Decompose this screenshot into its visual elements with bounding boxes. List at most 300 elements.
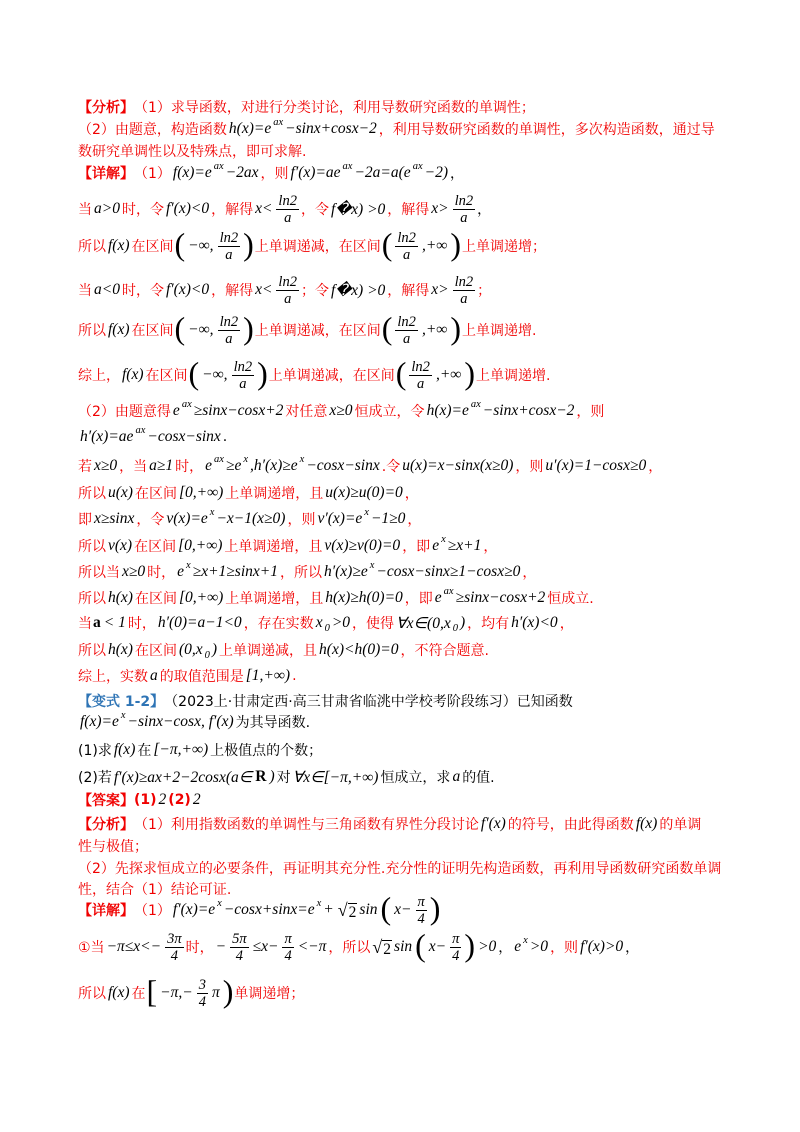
red-text: 所以 [78, 539, 106, 555]
red-text: ，使得 [352, 616, 395, 632]
red-text: ，不符合题意. [400, 643, 489, 659]
fraction-numerator: ln2 [411, 358, 430, 375]
math: −∞, [202, 366, 228, 383]
red-text: 所以当 [78, 565, 120, 581]
math: −sinx+cosx−2 [285, 120, 377, 137]
math: f(x)=e [172, 164, 212, 181]
math: u′(x)=1−cosx≥0 [545, 457, 647, 474]
red-text: ，则 [576, 404, 605, 420]
superscript: x [120, 709, 126, 721]
math: x− [394, 901, 412, 918]
math: ) [211, 641, 218, 658]
fraction-numerator: 3 [198, 976, 206, 993]
line-6 [78, 224, 546, 268]
red-text: ，则 [260, 166, 289, 182]
math: −π,− [160, 984, 193, 1001]
red-text: ； [477, 283, 492, 299]
math: x> [431, 200, 449, 217]
math: f′(x)<0 [165, 200, 210, 217]
red-text: 的符号，由此得函数 [507, 817, 634, 833]
red-text: 恒成立，令 [354, 404, 425, 420]
math: ≥e [225, 457, 242, 474]
fraction-denominator: a [460, 290, 468, 307]
math: >0 [331, 614, 351, 631]
red-text: 时，令 [121, 202, 164, 218]
superscript: x [316, 897, 322, 909]
red-text: 上单调递增，且 [225, 486, 324, 502]
math: ≤x− [252, 938, 279, 955]
big-delimiter: ) [450, 226, 461, 262]
math: [0,+∞) [178, 484, 224, 501]
math: x≥0 [122, 563, 146, 580]
math: a≥1 [149, 457, 174, 474]
red-text: 的单调 [659, 817, 702, 833]
red-text: 上单调递减，且 [219, 643, 318, 659]
math: ≥sinx−cosx+2 [193, 402, 284, 419]
radical-sign-icon [338, 900, 348, 921]
math: x≥0 [329, 402, 353, 419]
line-26 [78, 802, 701, 846]
fraction-numerator: π [284, 930, 292, 947]
math: x≥0 [94, 457, 118, 474]
big-delimiter: ) [429, 890, 441, 926]
red-text: ，解得 [387, 283, 430, 299]
red-text: ，令 [300, 202, 329, 218]
red-text: ， [522, 565, 537, 581]
big-delimiter: ( [174, 226, 186, 262]
math: h(x)<h(0)=0 [319, 641, 399, 658]
variant-label: 【变式 1-2】 [78, 694, 165, 710]
red-text: 时，令 [121, 283, 164, 299]
fraction [230, 931, 249, 964]
body-text: ， [449, 166, 464, 182]
red-text: 所以 [78, 486, 106, 502]
subscript: 0 [204, 649, 210, 661]
superscript: ax [412, 160, 423, 172]
superscript: x [217, 897, 222, 909]
math: h′(x)<0 [511, 614, 558, 631]
fraction [218, 314, 241, 347]
body-text: 为其导函数. [235, 715, 311, 731]
math: ,+∞ [421, 321, 448, 338]
math: ,+∞ [435, 366, 462, 383]
section-label: 【详解】 [78, 903, 134, 919]
math: −cosx−sinx≥1−cosx≥0 [376, 563, 521, 580]
math: f(x) [635, 815, 658, 832]
fraction [276, 193, 299, 226]
red-text: 若 [78, 459, 92, 475]
math: 2 [158, 791, 167, 808]
red-text: 上单调递减，在区间 [268, 368, 395, 384]
superscript: ax [181, 398, 192, 410]
fraction-numerator: ln2 [397, 229, 416, 246]
body-text: (1)求 [78, 743, 112, 759]
body-text: 上极值点的个数； [210, 743, 323, 759]
line-7 [78, 268, 491, 312]
superscript: x [369, 559, 375, 571]
math: v(x)≥v(0)=0 [324, 537, 401, 554]
math: f(x)=e [80, 713, 119, 730]
red-text: 在区间 [134, 539, 177, 555]
square-root [372, 937, 392, 958]
radicand: 2 [383, 940, 392, 958]
red-text: ，解得 [211, 283, 254, 299]
superscript: ax [273, 116, 284, 128]
big-delimiter: ) [243, 310, 254, 346]
math: f′(x)=e [172, 901, 216, 918]
math: ≥x+1 [447, 537, 482, 554]
section-label: (2) [168, 792, 191, 808]
red-text: 在 [131, 986, 146, 1002]
math: e [172, 402, 180, 419]
red-text: 性，结合（1）结论可证. [78, 882, 232, 898]
math: e [432, 537, 440, 554]
math-bold: a [93, 614, 101, 631]
math: f(x) [108, 984, 130, 1001]
math: −2ax [225, 164, 259, 181]
math: −2) [424, 164, 448, 181]
math: [0,+∞) [178, 537, 223, 554]
body-text: 对 [276, 770, 291, 786]
math: f′(x)≥ax+2−2cosx(a∈ [113, 768, 253, 786]
math: −cosx−sinx [147, 428, 221, 445]
superscript: x [299, 453, 305, 465]
math: −sinx+cosx−2 [482, 402, 575, 419]
math: −cosx+sinx=e [223, 901, 315, 918]
math: −∞, [188, 321, 214, 338]
red-text: 对任意 [285, 404, 328, 420]
red-text: ，令 [136, 512, 165, 528]
square-root [338, 900, 358, 921]
math: v(x) [108, 537, 133, 554]
red-text: ，解得 [211, 202, 254, 218]
big-delimiter: ( [381, 310, 393, 346]
big-delimiter: ) [257, 355, 268, 391]
fraction-numerator: ln2 [219, 313, 239, 330]
body-text: . [222, 429, 228, 445]
section-label: 【分析】 [78, 817, 134, 833]
math: >0 [478, 938, 497, 955]
line-31 [78, 925, 639, 969]
red-text: ，当 [119, 459, 148, 475]
red-text: ，存在实数 [243, 616, 314, 632]
red-text: （1）利用指数函数的单调性与三角函数有界性分段讨论 [134, 817, 479, 833]
fraction-denominator: 4 [284, 947, 292, 964]
fraction-numerator: ln2 [454, 192, 474, 209]
fraction-numerator: ln2 [278, 273, 297, 290]
math: a [452, 768, 461, 785]
big-delimiter: ) [243, 226, 254, 262]
red-text: ，则 [287, 512, 316, 528]
math: f(x) [108, 321, 130, 338]
section-label: 【详解】 [78, 166, 134, 182]
math: < 1 [103, 614, 126, 631]
math: f′(x)<0 [165, 281, 210, 298]
math: 2 [192, 791, 201, 808]
superscript: ax [214, 453, 224, 465]
fraction-denominator: 4 [235, 947, 243, 964]
fraction [395, 230, 418, 263]
superscript: x [243, 453, 249, 465]
body-text: ， [625, 940, 640, 956]
math: ,h′(x)≥e [250, 457, 298, 474]
fraction [395, 314, 418, 347]
fraction-denominator: a [225, 330, 233, 347]
red-text: 时， [175, 459, 204, 475]
red-text: 所以 [78, 239, 106, 255]
fraction-denominator: a [403, 330, 411, 347]
fraction-denominator: a [239, 375, 247, 392]
line-32 [78, 971, 304, 1015]
superscript: ax [213, 160, 224, 172]
math: h(x)≥h(0)=0 [325, 589, 403, 606]
math: ,+∞ [421, 237, 448, 254]
math: x [315, 614, 323, 631]
red-text: .令 [381, 459, 401, 475]
fraction [453, 274, 476, 307]
red-text: 所以 [78, 591, 106, 607]
math: v′(x)=e [317, 510, 363, 527]
fraction-denominator: a [225, 246, 233, 263]
red-text: 所以 [78, 323, 106, 339]
red-text: 时， [147, 565, 176, 581]
superscript: ax [470, 398, 481, 410]
fraction-numerator: ln2 [454, 273, 474, 290]
big-delimiter: [ [146, 973, 158, 1009]
big-delimiter: ) [464, 927, 476, 963]
big-delimiter: ( [380, 890, 392, 926]
red-text: （2）由题意得 [78, 404, 171, 420]
section-label: (1) [134, 792, 157, 808]
red-text: ， [559, 616, 574, 632]
radical-sign-icon [372, 937, 382, 958]
big-delimiter: ( [381, 226, 393, 262]
red-text: 当 [78, 616, 92, 632]
math: −π≤x<− [106, 938, 162, 955]
math: f′(x) [480, 815, 506, 832]
big-delimiter: ) [464, 355, 475, 391]
superscript: x [186, 559, 191, 571]
math: v(x)=e [166, 510, 208, 527]
math: ) [269, 768, 275, 785]
superscript: x [364, 506, 369, 518]
fraction [416, 894, 427, 927]
fraction [165, 931, 184, 964]
math: ∀x∈[−π,+∞) [292, 768, 379, 786]
math: e [205, 457, 213, 474]
math: x− [428, 938, 447, 955]
red-text: 在区间 [134, 591, 177, 607]
math: x< [255, 281, 273, 298]
red-text: ， [483, 539, 498, 555]
math: −2a=a(e [354, 164, 411, 181]
red-text: 所以 [78, 643, 106, 659]
math: e [177, 563, 185, 580]
red-text: 综上， [78, 368, 120, 384]
math: e [514, 938, 522, 955]
red-text: ， [404, 486, 419, 502]
math: −cosx−sinx [306, 457, 380, 474]
red-text: ， [648, 459, 663, 475]
red-text: （2）先探求恒成立的必要条件，再证明其充分性.充分性的证明先构造函数，再利用导函数研究函数单调 [78, 861, 722, 877]
red-text: 上单调递增，且 [224, 539, 323, 555]
math: ≥x+1≥sinx+1 [192, 563, 278, 580]
body-text: 恒成立，求 [380, 770, 451, 786]
fraction [453, 193, 476, 226]
subscript: 0 [452, 622, 458, 634]
superscript: x [209, 506, 215, 518]
math: [0,+∞) [178, 589, 224, 606]
red-text: 在区间 [134, 486, 177, 502]
red-text: （2）由题意，构造函数 [78, 122, 227, 138]
fraction-numerator: ln2 [233, 358, 253, 375]
red-text: 在区间 [131, 239, 174, 255]
math: h′(x)≥e [323, 563, 368, 580]
red-text: 当 [78, 283, 92, 299]
red-text: 上单调递增，且 [225, 591, 324, 607]
math: u(x)=x−sinx(x≥0) [402, 457, 514, 474]
red-text: 时， [185, 940, 214, 956]
math: x≥sinx [94, 510, 135, 527]
red-text: ， [407, 512, 422, 528]
red-text: ，所以 [279, 565, 322, 581]
red-text: 即 [78, 512, 92, 528]
math: π [211, 984, 220, 1001]
fraction [276, 274, 299, 307]
red-text: ，解得 [387, 202, 430, 218]
section-label: 【答案】 [78, 793, 134, 809]
superscript: ax [135, 424, 146, 436]
math: + [323, 901, 334, 918]
body-text: 的值. [462, 770, 495, 786]
superscript: x [523, 934, 528, 946]
fraction-numerator: 3π [167, 930, 182, 947]
section-label: 【分析】 [78, 100, 134, 116]
math: h′(0)=a−1<0 [157, 614, 242, 631]
fraction-denominator: a [417, 375, 425, 392]
math: −1≥0 [370, 510, 406, 527]
math: f�x) >0 [330, 281, 386, 299]
fraction-numerator: ln2 [219, 229, 239, 246]
body-text: (2)若 [78, 770, 112, 786]
fraction-numerator: ln2 [397, 313, 416, 330]
red-text: 在区间 [131, 323, 174, 339]
math-bold: R [255, 768, 267, 785]
big-delimiter: ( [395, 355, 407, 391]
fraction-numerator: ln2 [278, 192, 297, 209]
math: ∀x∈(0,x [396, 614, 451, 632]
big-delimiter: ) [450, 310, 461, 346]
red-text: ，均有 [467, 616, 510, 632]
red-text: （1） [134, 166, 171, 182]
red-text: 综上，实数 [78, 669, 148, 685]
line-8 [78, 308, 536, 352]
math: f′(x)=ae [290, 164, 341, 181]
red-text: . [292, 668, 297, 684]
math: ) [459, 614, 466, 631]
math: f(x) [113, 741, 136, 758]
math: a>0 [94, 200, 120, 217]
math: − [215, 938, 227, 955]
big-delimiter: ) [222, 973, 234, 1009]
math: a<0 [94, 281, 120, 298]
math: x> [431, 281, 449, 298]
red-text: 在区间 [145, 368, 188, 384]
fraction-denominator: 4 [417, 910, 425, 927]
math: −∞, [188, 237, 214, 254]
math: u(x)≥u(0)=0 [325, 484, 403, 501]
red-text: ，则 [515, 459, 544, 475]
big-delimiter: ( [174, 310, 186, 346]
math: −sinx−cosx, f′(x) [127, 713, 234, 730]
big-delimiter: ( [188, 355, 200, 391]
body-text: ， [477, 202, 492, 218]
fraction [197, 977, 208, 1010]
math: h(x) [108, 641, 133, 658]
red-text: 的取值范围是 [159, 669, 244, 685]
red-text: 上单调递增. [461, 323, 537, 339]
red-text: 在区间 [134, 643, 177, 659]
math: sin [359, 901, 378, 918]
math: −x−1(x≥0) [216, 510, 286, 527]
fraction-denominator: 4 [452, 947, 460, 964]
math: f(x) [108, 237, 130, 254]
red-text: ①当 [78, 940, 105, 956]
math: f(x) [122, 366, 144, 383]
math: e [434, 589, 442, 606]
red-text: 所以 [78, 986, 106, 1002]
body-text: ， [498, 940, 513, 956]
fraction-denominator: a [284, 290, 292, 307]
math: <−π [297, 938, 327, 955]
fraction [450, 931, 461, 964]
radicand: 2 [348, 903, 357, 921]
subscript: 0 [324, 622, 330, 634]
fraction-denominator: 4 [170, 947, 178, 964]
red-text: ，即 [404, 591, 433, 607]
math: h(x)=e [228, 120, 272, 137]
math: [1,+∞) [245, 667, 291, 684]
body-text: （2023上·甘肃定西·高三甘肃省临洮中学校考阶段练习）已知函数 [164, 694, 573, 710]
fraction-denominator: a [460, 209, 468, 226]
red-text: 单调递增； [234, 986, 305, 1002]
red-text: 当 [78, 202, 92, 218]
red-text: ，则 [550, 940, 579, 956]
red-text: 数研究单调性以及特殊点，即可求解. [78, 144, 307, 160]
red-text: 恒成立. [547, 591, 594, 607]
superscript: x [441, 533, 446, 545]
math: f′(x)>0 [580, 938, 624, 955]
red-text: （1）求导函数，对进行分类讨论，利用导数研究函数的单调性； [134, 100, 535, 116]
red-text: 上单调递增. [475, 368, 551, 384]
red-text: 上单调递增； [461, 239, 546, 255]
red-text: ，所以 [328, 940, 371, 956]
fraction [409, 359, 432, 392]
math: h(x)=e [426, 402, 469, 419]
fraction-denominator: a [284, 209, 292, 226]
math: a [150, 667, 158, 684]
math: [−π,+∞) [153, 741, 209, 758]
big-delimiter: ( [415, 927, 426, 963]
red-text: 性与极值； [78, 839, 148, 855]
math: h′(x)=ae [80, 428, 134, 445]
red-text: ；令 [300, 283, 329, 299]
math: x< [255, 200, 273, 217]
superscript: ax [342, 160, 353, 172]
superscript: ax [443, 585, 454, 597]
red-text: 上单调递减，在区间 [254, 239, 381, 255]
fraction-numerator: π [452, 930, 460, 947]
